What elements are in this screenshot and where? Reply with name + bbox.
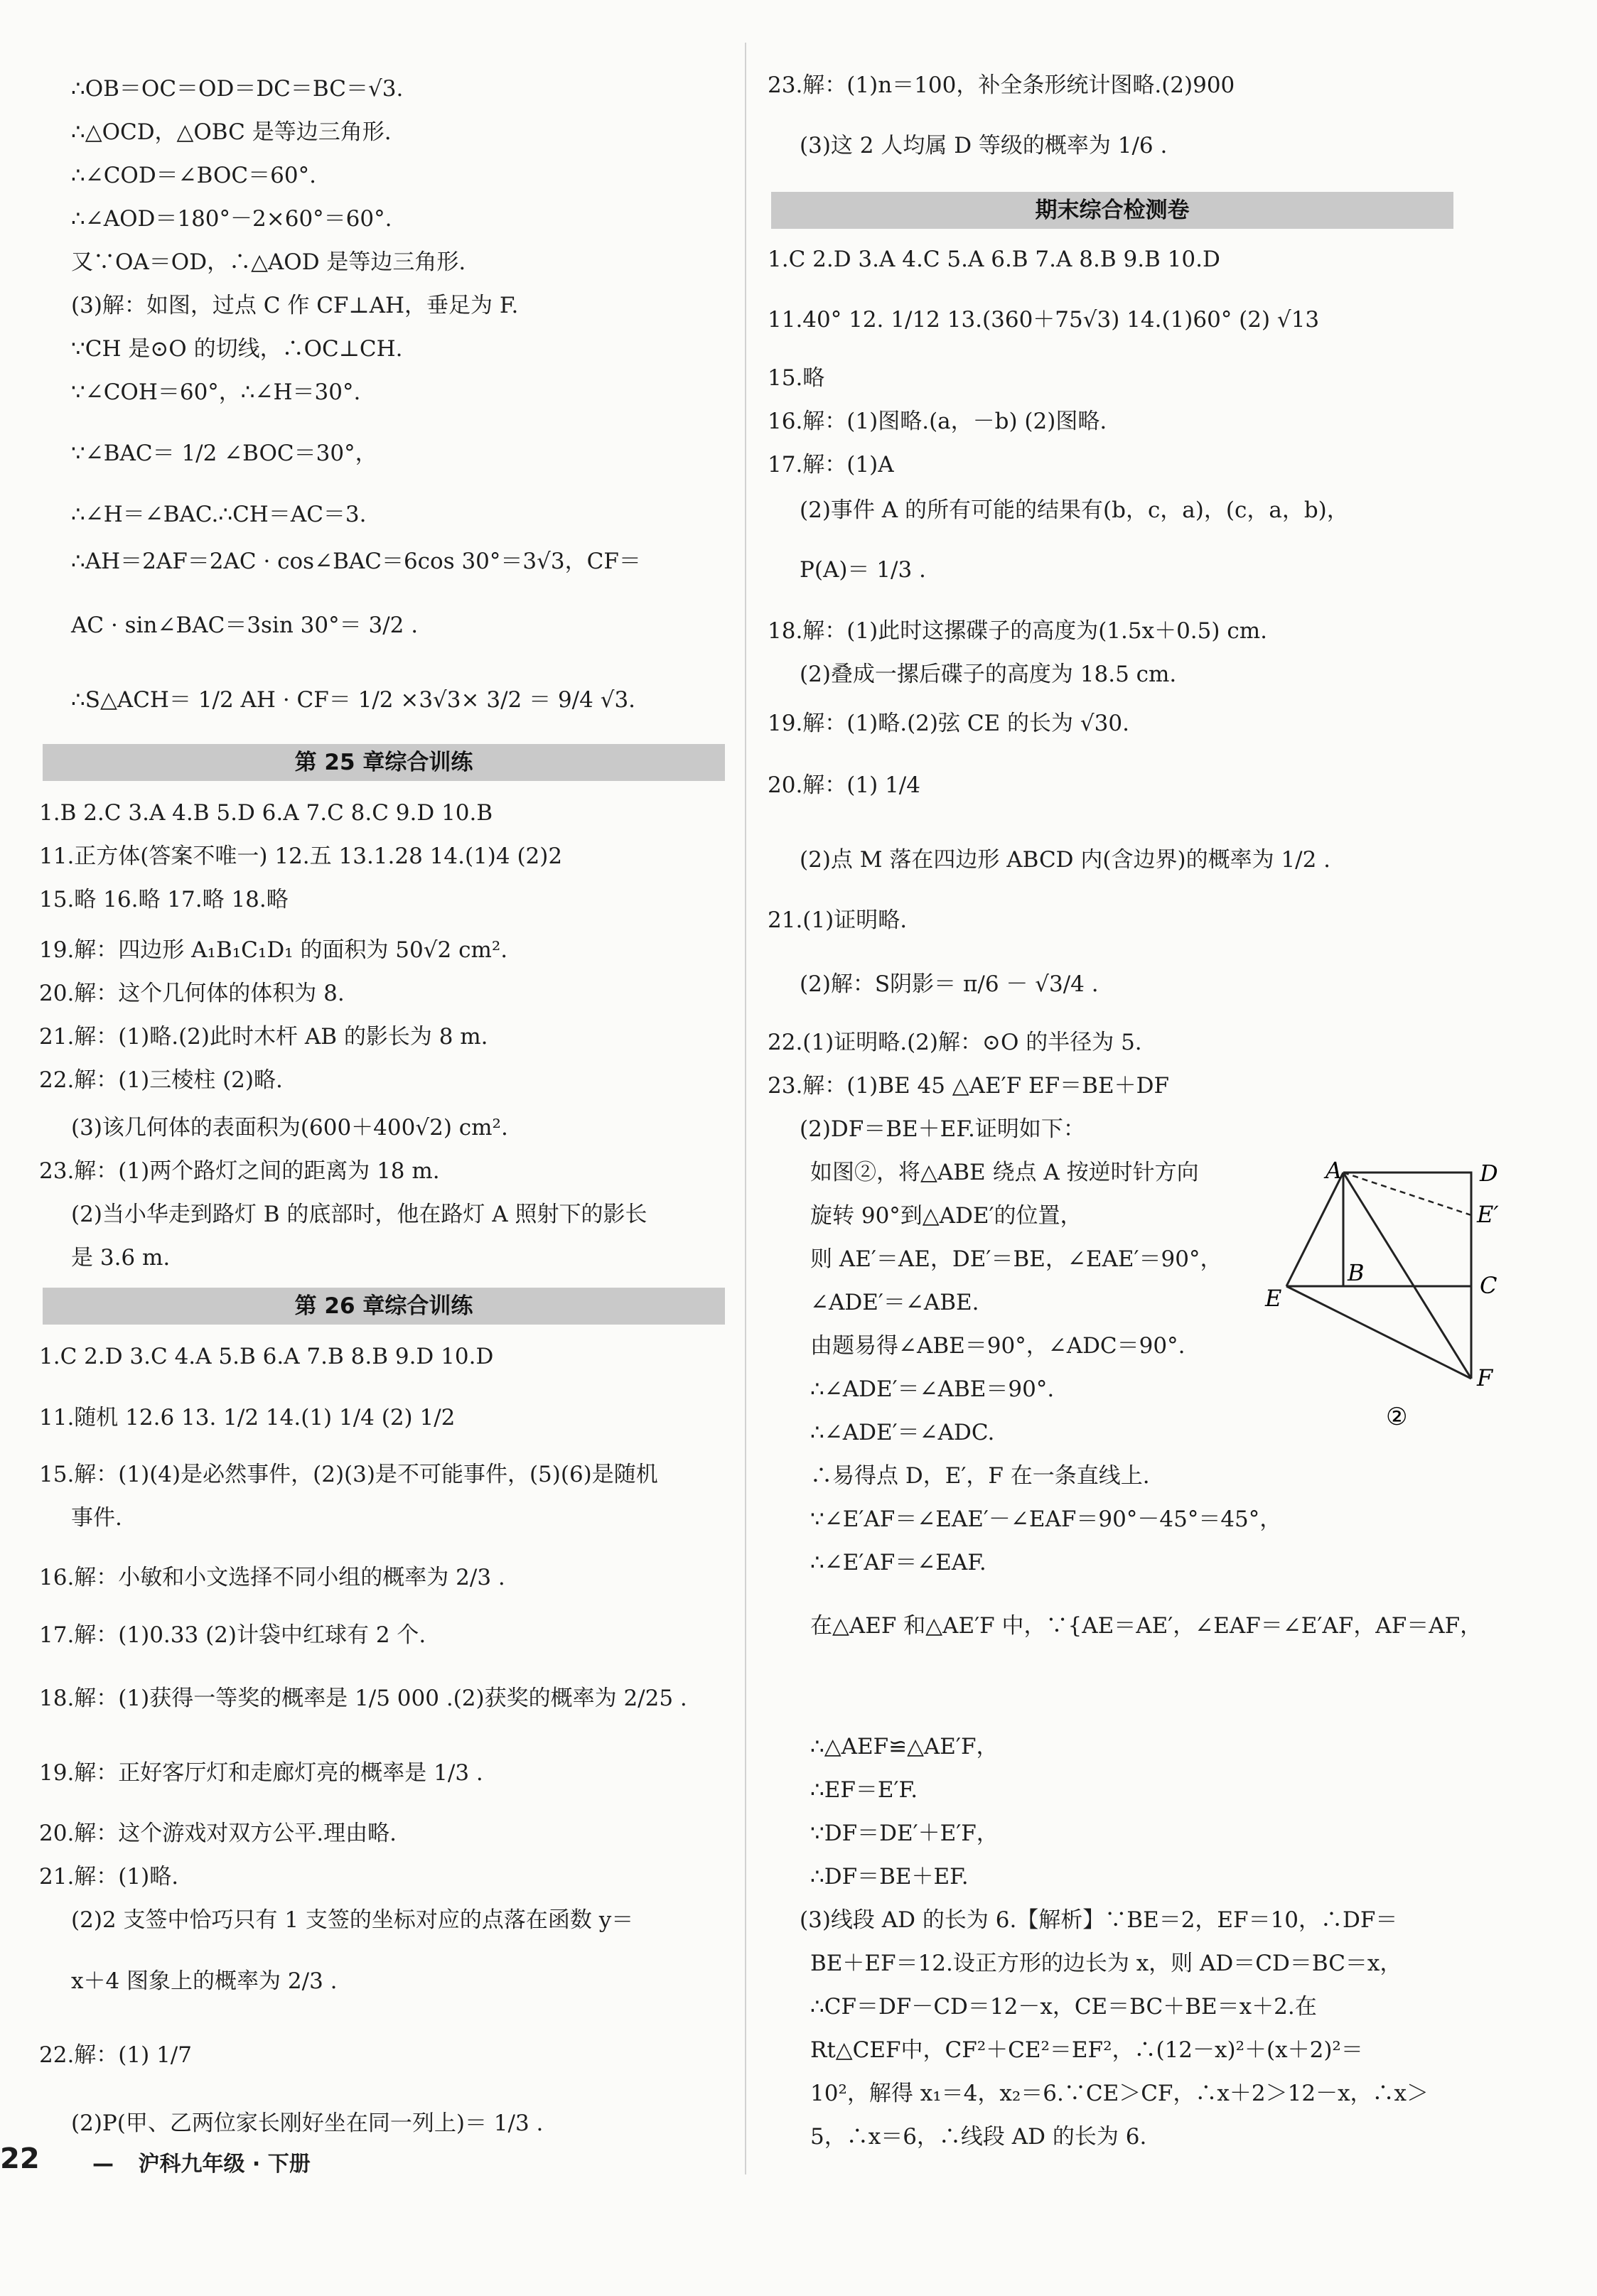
label-e-prime: E′ [1477,1201,1499,1228]
answer-line: 18.解：(1)获得一等奖的概率是 1/5 000 .(2)获奖的概率为 2/25 . [39,1686,687,1711]
answer-line: ∴DF＝BE＋EF. [810,1864,969,1890]
answer-line: P(A)＝ 1/3 . [800,557,926,583]
answer-line: 23.解：(1)BE 45 △AE′F EF＝BE＋DF [768,1073,1169,1099]
answer-line: (3)该几何体的表面积为(600＋400√2) cm². [71,1115,508,1141]
answer-line: (2)2 支签中恰巧只有 1 支签的坐标对应的点落在函数 y＝ [71,1907,634,1933]
answer-line: 旋转 90°到△ADE′的位置， [810,1203,1082,1229]
answer-line: ∴∠E′AF＝∠EAF. [810,1550,986,1575]
answer-line: 19.解：正好客厅灯和走廊灯亮的概率是 1/3 . [39,1760,483,1786]
answer-line: 21.解：(1)略.(2)此时木杆 AB 的影长为 8 m. [39,1024,488,1050]
section-header-ch25: 第 25 章综合训练 [43,744,725,781]
answer-line: 16.解：小敏和小文选择不同小组的概率为 2/3 . [39,1565,505,1590]
answer-line: 16.解：(1)图略.(a，－b) (2)图略. [768,409,1107,434]
line: ∵CH 是⊙O 的切线，∴OC⊥CH. [71,336,403,362]
line: AC · sin∠BAC＝3sin 30°＝ 3/2 . [71,613,419,638]
line: ∴AH＝2AF＝2AC · cos∠BAC＝6cos 30°＝3√3，CF＝ [71,549,641,574]
answer-line: 由题易得∠ABE＝90°，∠ADC＝90°. [810,1333,1185,1359]
line: ∴∠COD＝∠BOC＝60°. [71,163,316,188]
answer-line: ∵DF＝DE′＋E′F， [810,1821,999,1846]
answer-line: 19.解：四边形 A₁B₁C₁D₁ 的面积为 50√2 cm². [39,937,508,963]
answer-line: 15.解：(1)(4)是必然事件，(2)(3)是不可能事件，(5)(6)是随机 [39,1462,658,1487]
answer-line: 11.40° 12. 1/12 13.(360＋75√3) 14.(1)60° (2) √13 [768,307,1320,333]
answer-line: 21.(1)证明略. [768,907,908,933]
line: 又∵OA＝OD，∴△AOD 是等边三角形. [71,249,466,275]
answer-line: ∴∠ADE′＝∠ADC. [810,1420,995,1445]
answer-line: 事件. [71,1505,122,1531]
line: ∴△OCD，△OBC 是等边三角形. [71,119,392,145]
label-a: A [1326,1157,1343,1184]
answer-line: (2)事件 A 的所有可能的结果有(b，c，a)，(c，a，b)， [800,497,1349,523]
answer-line: 20.解：这个几何体的体积为 8. [39,981,345,1006]
line: (3)解：如图，过点 C 作 CF⊥AH，垂足为 F. [71,293,519,318]
answer-line: 11.随机 12.6 13. 1/2 14.(1) 1/4 (2) 1/2 [39,1405,456,1430]
answer-line: x＋4 图象上的概率为 2/3 . [71,1968,338,1994]
answer-line: (2)解：S阴影＝ π/6 － √3/4 . [800,971,1099,997]
answer-line: ∵∠E′AF＝∠EAE′－∠EAF＝90°－45°＝45°， [810,1507,1282,1532]
answer-line: 20.解：(1) 1/4 [768,772,920,798]
answer-line: (2)P(甲、乙两位家长刚好坐在同一列上)＝ 1/3 . [71,2111,544,2136]
answer-line: 18.解：(1)此时这摞碟子的高度为(1.5x＋0.5) cm. [768,618,1267,644]
answer-line: ∴易得点 D，E′，F 在一条直线上. [810,1463,1150,1489]
answer-line: 如图②，将△ABE 绕点 A 按逆时针方向 [810,1160,1199,1185]
answer-line: 22.(1)证明略.(2)解：⊙O 的半径为 5. [768,1030,1142,1055]
footer-dash: — [92,2152,114,2177]
label-f: F [1477,1364,1493,1391]
answer-line: 22.解：(1) 1/7 [39,2042,192,2068]
line: 23.解：(1)n＝100，补全条形统计图略.(2)900 [768,72,1235,98]
book-title [92,2146,311,2177]
answer-line: (2)当小华走到路灯 B 的底部时，他在路灯 A 照射下的影长 [71,1202,647,1227]
answer-line: 在△AEF 和△AE′F 中，∵{AE＝AE′，∠EAF＝∠E′AF，AF＝AF， [810,1613,1483,1639]
section-header-ch26: 第 26 章综合训练 [43,1288,725,1325]
geometry-figure [1258,1144,1571,1443]
line: ∴∠H＝∠BAC.∴CH＝AC＝3. [71,502,367,527]
answer-line: ∴△AEF≌△AE′F， [810,1734,999,1759]
answer-line: 1.C 2.D 3.C 4.A 5.B 6.A 7.B 8.B 9.D 10.D [39,1344,494,1369]
answer-line: 1.B 2.C 3.A 4.B 5.D 6.A 7.C 8.C 9.D 10.B [39,800,493,826]
answer-line: ∴EF＝E′F. [810,1777,918,1803]
answer-line: 20.解：这个游戏对双方公平.理由略. [39,1821,397,1846]
label-d: D [1480,1160,1498,1187]
answer-line: 15.略 16.略 17.略 18.略 [39,887,289,912]
answer-line: (2)点 M 落在四边形 ABCD 内(含边界)的概率为 1/2 . [800,847,1331,873]
footer-book: 沪科九年级 · 下册 [138,2152,311,2177]
label-c: C [1480,1272,1497,1299]
answer-line: ∴CF＝DF－CD＝12－x，CE＝BC＋BE＝x＋2.在 [810,1994,1317,2020]
answer-line: 则 AE′＝AE，DE′＝BE，∠EAE′＝90°， [810,1246,1222,1272]
label-b: B [1348,1259,1365,1286]
answer-line: 10²，解得 x₁＝4，x₂＝6.∵CE＞CF，∴x＋2＞12－x，∴x＞ [810,2081,1429,2106]
answer-line: (2)DF＝BE＋EF.证明如下： [800,1116,1085,1142]
line: ∵∠BAC＝ 1/2 ∠BOC＝30°， [71,441,377,466]
answer-line: 21.解：(1)略. [39,1864,179,1890]
answer-line: 17.解：(1)0.33 (2)计袋中红球有 2 个. [39,1622,426,1648]
answer-line: 17.解：(1)A [768,452,894,478]
answer-line: 22.解：(1)三棱柱 (2)略. [39,1067,283,1093]
answer-line: 23.解：(1)两个路灯之间的距离为 18 m. [39,1158,440,1184]
column-divider [745,43,746,2174]
page-number: 22 [0,2143,40,2175]
line: ∵∠COH＝60°，∴∠H＝30°. [71,379,361,405]
answer-line: 11.正方体(答案不唯一) 12.五 13.1.28 14.(1)4 (2)2 [39,844,563,869]
answer-line: Rt△CEF中，CF²＋CE²＝EF²，∴(12－x)²＋(x＋2)²＝ [810,2037,1363,2063]
answer-line: 是 3.6 m. [71,1245,171,1271]
answer-line: (3)线段 AD 的长为 6.【解析】∵BE＝2，EF＝10，∴DF＝ [800,1907,1398,1933]
answer-line: BE＋EF＝12.设正方形的边长为 x，则 AD＝CD＝BC＝x， [810,1951,1402,1976]
line: (3)这 2 人均属 D 等级的概率为 1/6 . [800,133,1168,158]
answer-line: 15.略 [768,365,825,391]
line: ∴S△ACH＝ 1/2 AH · CF＝ 1/2 ×3√3× 3/2 ＝ 9/4 √3. [71,687,636,713]
answer-line: ∠ADE′＝∠ABE. [810,1290,979,1315]
answer-line: (2)叠成一摞后碟子的高度为 18.5 cm. [800,662,1177,687]
answer-line: 1.C 2.D 3.A 4.C 5.A 6.B 7.A 8.B 9.B 10.D [768,247,1220,272]
section-header-final: 期末综合检测卷 [771,192,1453,229]
answer-line: ∴∠ADE′＝∠ABE＝90°. [810,1376,1055,1402]
line: ∴∠AOD＝180°－2×60°＝60°. [71,206,392,232]
line: ∴OB＝OC＝OD＝DC＝BC＝√3. [71,76,404,102]
answer-line: 5，∴x＝6，∴线段 AD 的长为 6. [810,2124,1147,2150]
answer-line: 19.解：(1)略.(2)弦 CE 的长为 √30. [768,711,1129,736]
figure-caption: ② [1386,1403,1408,1431]
label-e: E [1265,1285,1282,1312]
